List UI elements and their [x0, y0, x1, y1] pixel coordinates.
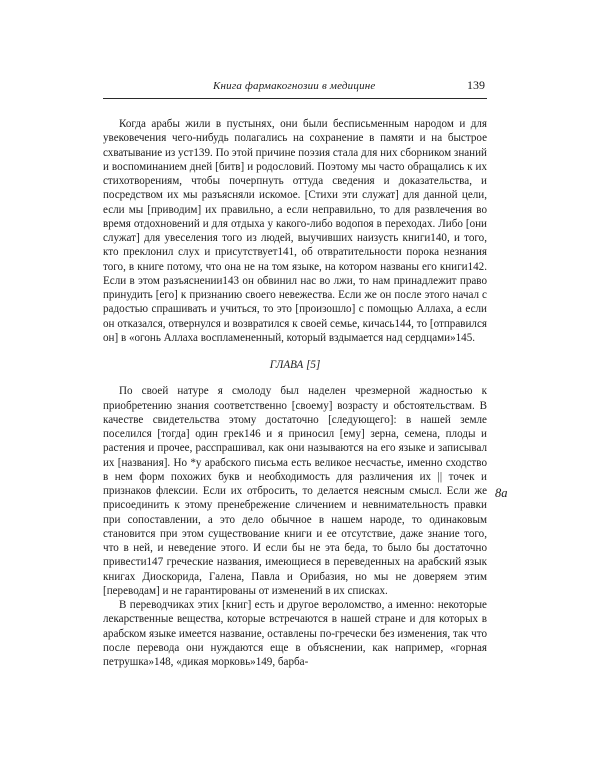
paragraph-2: По своей натуре я смолоду был наделен чрезмерной жадностью к приобретению знания соответственно [своему] возрасту и обстоятельствам. В качестве свидетельства этому достаточно [следующего]: в нашей земле поселился [тогда] один грек146 и я приносил [ему] зерна, семена, плоды и растения и прочее, расспрашивал, как они называются на его языке и записывал их [названия]. Но *у арабского письма есть великое несчастье, именно сходство в нем форм похожих букв и необходимость для различения их || точек и признаков флексии. Если их отбросить, то делается неясным смысл. Если же присоединить к этому пренебрежение сличением и невнимательность правки при сопоставлении, а это дело обычное в нашем народе, то одинаковым становится при этом существование книги и ее отсутствие, даже знание того, что в ней, и неведение этого. И если бы не эта беда, то было бы достаточно привести147 греческие названия, имеющиеся в переведенных на арабский язык книгах Диоскорида, Галена, Павла и Орибазия, но мы не доверяем этим [переводам] и не гарантированы от изменений в их списках.: [103, 385, 487, 597]
chapter-heading: ГЛАВА [5]: [269, 359, 321, 371]
margin-folio-note: 8а: [495, 486, 508, 500]
running-header: [103, 78, 487, 99]
page-number: 139: [467, 78, 485, 92]
body-text: [103, 117, 487, 669]
running-title: Книга фармакогнозии в медицине: [213, 80, 376, 92]
paragraph-1: Когда арабы жили в пустынях, они были бесписьменным народом и для увековечения чего-нибудь полагались на сохранение в памяти и на быстрое схватывание из уст139. По этой причине поэзия стала для них сборником знаний и воспоминанием дней [битв] и родословий. Поэтому мы часто обращались к их стихотворениям, чтобы почерпнуть оттуда сведения и доказательства, и посредством их мы разъясняли искомое. [Стихи эти служат] для данной цели, если мы [приводим] их правильно, а если неправильно, то для развлечения во время отдохновений и для отдыха у какого-либо водопоя в переходах. Либо [они служат] для увеселения того из людей, выучивших наизусть книги140, и того, кто преклонил слух и присутствует141, об отвратительности порока незнания того, в книге потому, что она не на том языке, на котором названы его книги142. Если в этом разъяснении143 он обвинил нас во лжи, то нам принадлежит право принудить [его] к признанию своего невежества. Если же он после этого начал с радостью спрашивать и учиться, то это [произошло] с помощью Аллаха, а если он отказался, отвернулся и возвратился к своей семье, кичась144, то [отправился он] в «огонь Аллаха воспламененный, который вздымается над сердцами»145.: [103, 118, 487, 344]
paragraph-3: В переводчиках этих [книг] есть и другое вероломство, а именно: некоторые лекарственные вещества, которые встречаются в нашей стране и для которых в арабском языке имеется название, оставлены по-гречески без изменения, так что после перевода они нуждаются еще в объяснении, как например, «горная петрушка»148, «дикая морковь»149, барба-: [103, 599, 487, 668]
